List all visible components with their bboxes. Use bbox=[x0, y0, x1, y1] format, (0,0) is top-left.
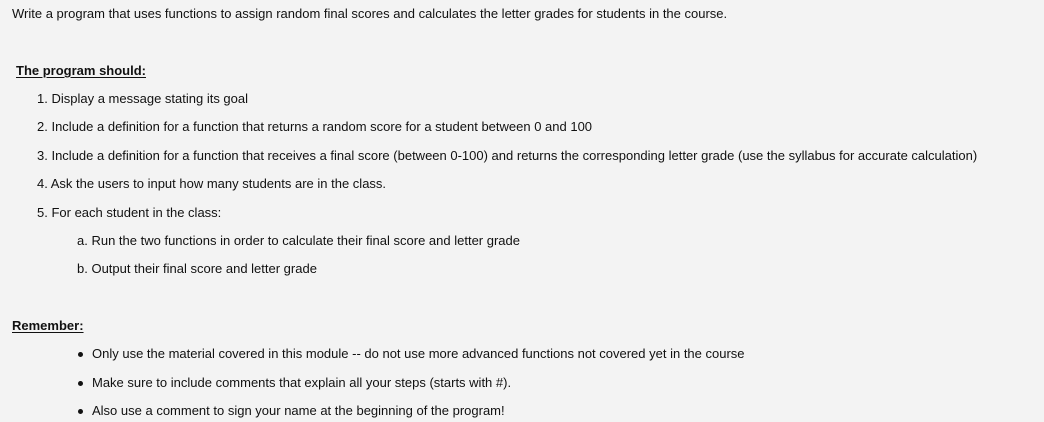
list-marker: 2. bbox=[37, 119, 48, 134]
list-item bbox=[37, 176, 386, 192]
list-item-text: Include a definition for a function that receives a final score (between 0-100) and returns the corresponding letter grade (use the syllabus for accurate calculation) bbox=[51, 148, 978, 163]
program-should-heading: The program should: bbox=[16, 63, 146, 78]
list-item-text: For each student in the class: bbox=[51, 205, 222, 220]
bullet-item-text: Only use the material covered in this module -- do not use more advanced functions not covered yet in the course bbox=[92, 346, 745, 361]
list-marker: 5. bbox=[37, 205, 48, 220]
list-item-text: Output their final score and letter grade bbox=[91, 261, 317, 276]
list-item-text: Ask the users to input how many students are in the class. bbox=[50, 176, 387, 191]
list-item bbox=[37, 91, 248, 107]
list-item-text: Display a message stating its goal bbox=[51, 91, 249, 106]
intro-text: Write a program that uses functions to assign random final scores and calculates the letter grades for students in the course. bbox=[12, 6, 728, 21]
list-item bbox=[37, 119, 592, 135]
list-item bbox=[37, 205, 221, 221]
bullet-item-text: Make sure to include comments that explain all your steps (starts with #). bbox=[92, 375, 512, 390]
bullet-dot-icon bbox=[78, 381, 83, 386]
list-marker: a. bbox=[77, 233, 88, 248]
list-marker: 1. bbox=[37, 91, 48, 106]
list-marker: b. bbox=[77, 261, 88, 276]
list-item bbox=[37, 148, 977, 164]
remember-heading: Remember: bbox=[12, 318, 84, 333]
list-marker: 4. bbox=[37, 176, 48, 191]
bullet-item-text: Also use a comment to sign your name at the beginning of the program! bbox=[92, 403, 505, 418]
bullet-dot-icon bbox=[78, 352, 83, 357]
list-marker: 3. bbox=[37, 148, 48, 163]
list-item-text: Run the two functions in order to calculate their final score and letter grade bbox=[91, 233, 520, 248]
sub-list-item bbox=[77, 233, 520, 249]
sub-list-item bbox=[77, 261, 317, 277]
bullet-dot-icon bbox=[78, 409, 83, 414]
list-item-text: Include a definition for a function that returns a random score for a student between 0 and 100 bbox=[51, 119, 593, 134]
